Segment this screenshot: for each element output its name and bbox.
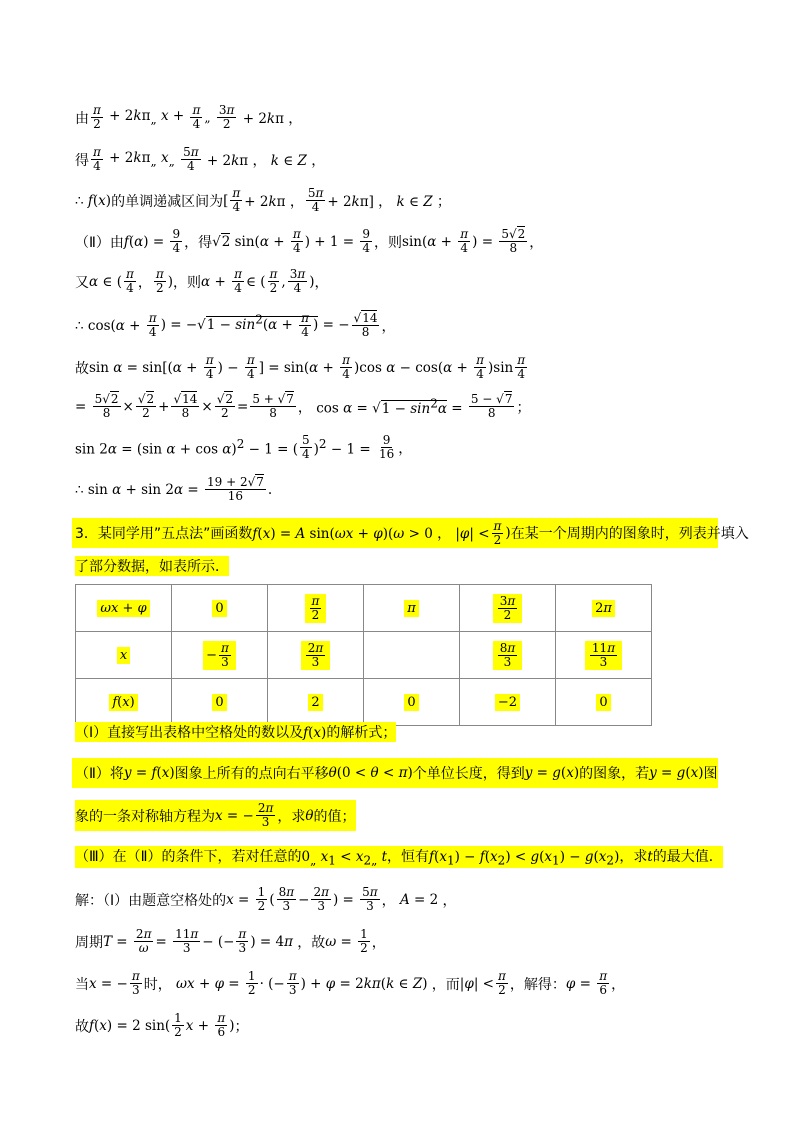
table-row: ωx + φ 0 $\frac{\pi}{2}$ π $\frac{3\pi}{2}$ 2 π xyxy=(76,585,652,632)
problem3-stem-line2 xyxy=(75,556,229,576)
solution-line-8: = $\frac{5√2}{8}$ × $\frac{√2}{2}$ + $\frac{√14}{8}$ × $\frac{√2}{2}$ = $\frac{5 + √7}{8}$ ， $\cos \alpha = √1 - \sin^2\alpha$ = $\frac{5 - √7}{8}$ ； xyxy=(75,392,531,420)
solution-line-6: ∴ cos(α + $\frac{\pi}{4}$ ) = $-√1 - \sin^2(\alpha$ + $\frac{\pi}{4}$ ) = − $\frac{√14}{8}$ ， xyxy=(75,311,396,339)
line1-prefix: 由 xyxy=(75,110,89,127)
solution-line-5: 又 α ∈ ( $\frac{\pi}{4}$ ， $\frac{\pi}{2}$ ) ，则 α + $\frac{\pi}{4}$ ∈ ( $\frac{\pi}{2}$ , $\frac{3\pi}{4}$ ) ， xyxy=(75,267,329,295)
problem3-stem-line1: 3．某同学用”五点法”画函数 f(x) = A sin(ωx + φ)(ω > 0 ， |φ| < $\frac{\pi}{2}$ ) 在某一个周期内的图象时，列表并填入 xyxy=(75,518,749,547)
answer-line-3: 当 x = − $\frac{\pi}{3}$ 时， ωx + φ = $\frac{1}{2}$ · (− $\frac{\pi}{3}$ ) + φ = 2kπ(k ∈ Z) ，而 |φ| < $\frac{\pi}{2}$ ，解得： φ = $\frac{\pi}{6}$ ， xyxy=(75,969,626,997)
solution-line-1: 由 $\frac{\pi}{2}$ + $2k\pi_„$ x + $\frac{\pi}{4}$ „ $\frac{3\pi}{2}$ + 2kπ ， xyxy=(75,103,303,131)
solution-line-7: 故 sin α = sin[(α + $\frac{\pi}{4}$ ) − $\frac{\pi}{4}$ ] = sin(α + $\frac{\pi}{4}$ )cos α − cos(α + $\frac{\pi}{4}$ )sin $\frac{\pi}{4}$ xyxy=(75,353,526,381)
stem-line2-text: 了部分数据，如表所示． xyxy=(75,556,229,576)
blank-cell xyxy=(364,632,460,679)
five-point-table xyxy=(75,584,652,726)
answer-line-2: 周期 T = $\frac{2\pi}{\omega}$ = $\frac{11\pi}{3}$ − (− $\frac{\pi}{3}$ ) = 4π ，故 ω = $\frac{1}{2}$ ， xyxy=(75,927,386,955)
solution-line-10: ∴ sin α + sin 2α = $\frac{19 + 2√7}{16}$ . xyxy=(75,475,273,503)
question-2-line1: （Ⅱ）将 y = f(x) 图象上所有的点向右平移 θ(0 < θ < π) 个单位长度，得到 y = g(x) 的图象，若 y = g(x) 图 xyxy=(75,765,718,782)
answer-line-4: 故 f(x) = 2 sin( $\frac{1}{2}$ x + $\frac{\pi}{6}$ ) ； xyxy=(75,1011,249,1039)
solution-line-9: sin 2α = (sin α + cos α)$^2$ − 1 = ( $\frac{5}{4}$ )$^2$ − 1 = $\frac{9}{16}$ ， xyxy=(75,433,413,461)
solution-line-2: 得 $\frac{\pi}{4}$ + $2k\pi_„$ $x_„$ $\frac{5\pi}{4}$ + 2kπ ， k ∈ Z ， xyxy=(75,145,326,173)
solution-line-3: ∴ f(x) 的单调递减区间为 [ $\frac{\pi}{4}$ + 2kπ ， $\frac{5\pi}{4}$ + 2kπ] ， k ∈ Z ； xyxy=(75,186,451,214)
table-row: f ( x ) 0 2 0 −2 0 xyxy=(76,679,652,726)
question-3: （Ⅲ）在（Ⅱ）的条件下，若对任意的$0_„$ $x_1 < x_{2„}$ t，恒有$f(x_1) - f(x_2) < g(x_1) - g(x_2)$，求t的最大值． xyxy=(75,846,723,868)
answer-line-1: 解：（Ⅰ）由题意空格处的 x = $\frac{1}{2}$ ( $\frac{8\pi}{3}$ − $\frac{2\pi}{3}$ ) = $\frac{5\pi}{3}$ ， A = 2 ， xyxy=(75,885,457,913)
table-row: x − $\frac{\pi}{3}$ $\frac{2\pi}{3}$ $\frac{8\pi}{3}$ $\frac{11\pi}{3}$ xyxy=(76,632,652,679)
question-2-line2: 象的一条对称轴方程为 x = − $\frac{2\pi}{3}$ ，求 θ 的值； xyxy=(75,801,356,829)
solution-line-4: （Ⅱ）由 f(α) = $\frac{9}{4}$ ，得 √2 sin(α + $\frac{\pi}{4}$ ) + 1 = $\frac{9}{4}$ ，则 sin(α + $\frac{\pi}{4}$ ) = $\frac{5√2}{8}$ ， xyxy=(75,227,544,255)
line2-prefix: 得 xyxy=(75,152,89,169)
question-1: （Ⅰ）直接写出表格中空格处的数以及f(x)的解析式； xyxy=(75,722,396,742)
